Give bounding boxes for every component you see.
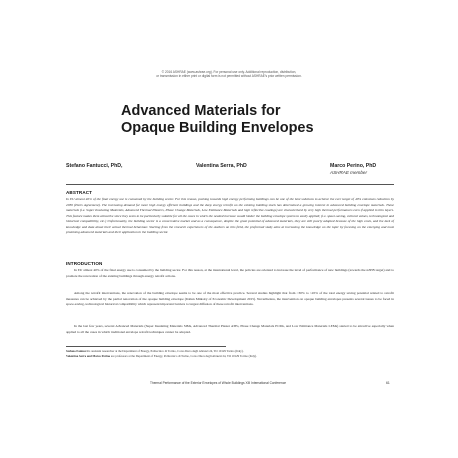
abstract-heading: ABSTRACT [66, 190, 93, 195]
abstract-text: In EU almost 40% of the final energy use is consumed by the building sector. For this reason, pushing towards high energy performing buildings can be one of the best solutions to achieve the ever target of 40% emissions reduction by 2030 (Paris Agreement). The increasing demand for more high energy efficient buildings and the deep energy retrofit on the existing building stock has determined a growing interest in advanced building envelope materials. These materials (i.e. Super Insulating Materials, Advanced Thermal Plasters, Phase Change Materials, Low Emittance Materials and high reflective coatings) are characterized by very high thermal performances even if applied in thin layers. This feature makes them attractive since they seem to be particularly suitable for all the cases in which the needed increase would hinder the building envelope system to easily applied; (i.e. space-saving, cultural values, technological and historical compatibility, etc.) Unfortunately, the building sector is a conservative market and as a consequence, despite the great potential of advanced materials, they are still poorly adopted because of the high costs, and the lack of knowledge and data about their actual thermal behaviour. Starting from the research experiences of the Authors on this field, the preformed study aims at increasing the knowledge on the topic by focusing on the emerging and most promising advanced materials and their application in the building sector. [66, 197, 394, 234]
intro-paragraph-2: Among the retrofit interventions, the renovation of the building envelope seems to be one of the most effective practice. Several studies highlight that from ~30% to ~45% of the total energy saving potential related to retrofit measures can be achieved by the partial renovation of the opaque building envelope (Italian Ministry of Economic Development 2015). Nevertheless, the intervention on opaque building envelopes presents several issues to be faced in space-saving, technological historical compatibility which represent important barriers to largest diffusion of these retrofit interventions. [66, 291, 394, 306]
author-name-2: Valentina Serra, PhD [196, 163, 247, 169]
paper-title [121, 103, 341, 137]
footnote-2-text: are professors at the Department of Energy, Politecnico di Torino, Corso Duca degli Abruzzi 24, TO 10129 Torino (Italy). [110, 354, 257, 358]
intro-paragraph-3: In the last few years, several Advanced Materials (Super Insulating Materials SIMs, Advanced Thermal Plaster ATPs, Phase Change Materials PCMs, and Low Emittance Materials LEMs) started to be attractive especially when applied to all the cases in which traditional envelope retrofit techniques cannot be adopted. [66, 324, 394, 334]
copyright-notice [100, 70, 358, 78]
footnote-1-text: is assistant researcher at the Department of Energy, Politecnico di Torino, Corso Duca degli Abruzzi 24, TO 10129 Torino (Italy). [87, 349, 244, 353]
introduction-heading: INTRODUCTION [66, 261, 103, 266]
title-line-1: Advanced Materials for [121, 103, 281, 119]
copyright-line-1: © 2016 ASHRAE (www.ashrae.org). For personal use only. Additional reproduction, distribution, [161, 70, 297, 74]
page-number: 61 [386, 381, 390, 385]
footnote-2 [66, 354, 394, 358]
intro-paragraph-1: In EU almost 40% of the final energy use is consumed by the building sector. For this reason, at the international level, the policies are oriented to increase the level of performance of new buildings (towards the nZEB target) and to promote the renovation of the existing buildings through energy retrofit actions. [66, 268, 394, 278]
footnote-1-author: Stefano Fantucci [66, 349, 88, 353]
footnote-2-author: Valentina Serra and Marco Perino [66, 354, 111, 358]
author-role-3: ASHRAE member [330, 170, 368, 175]
footnote-1 [66, 349, 394, 353]
author-name-3: Marco Perino, PhD [330, 163, 377, 169]
author-name-1: Stefano Fantucci, PhD, [66, 163, 123, 169]
abstract-top-rule [66, 184, 394, 185]
copyright-line-2: or transmission in either print or digital form is not permitted without ASHRAE's prior written permission. [156, 74, 302, 79]
title-line-2: Opaque Building Envelopes [121, 120, 314, 136]
footnote-rule [66, 346, 226, 347]
conference-footer: Thermal Performance of the Exterior Envelopes of Whole Buildings XIII International Conference [150, 381, 287, 385]
